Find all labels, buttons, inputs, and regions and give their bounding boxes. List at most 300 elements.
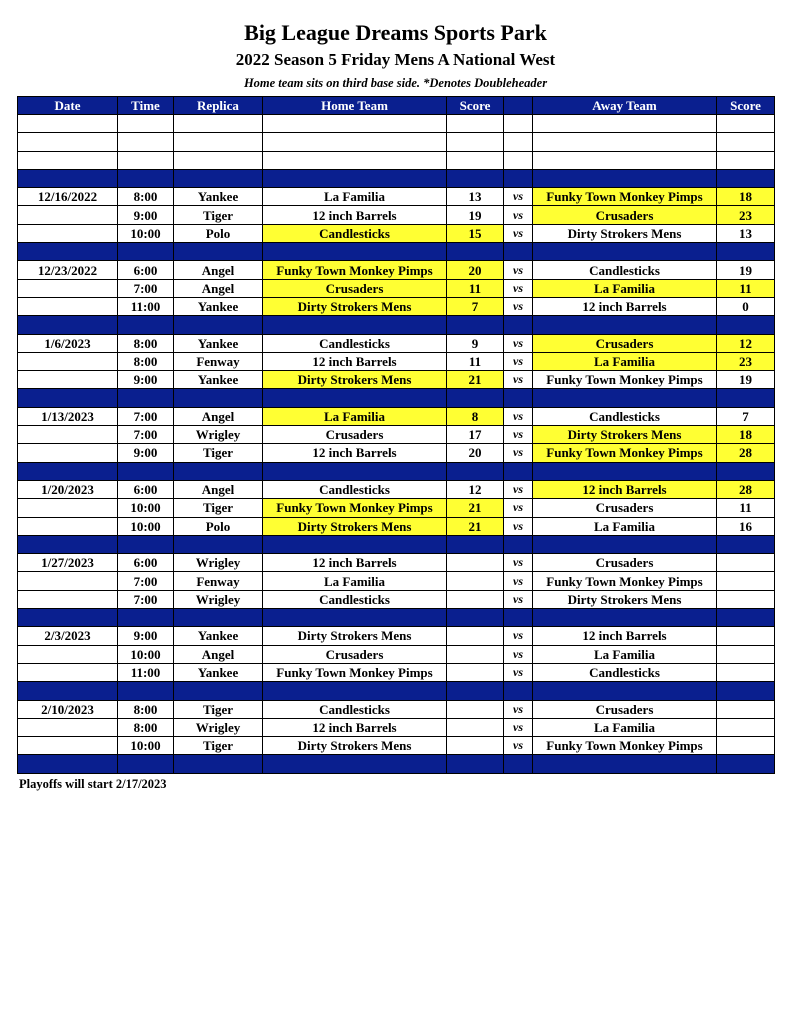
game-date: 1/27/2023 (18, 554, 118, 572)
game-time: 9:00 (118, 444, 174, 462)
game-date (18, 718, 118, 736)
game-date: 2/3/2023 (18, 627, 118, 645)
home-team: 12 inch Barrels (263, 444, 447, 462)
away-score: 18 (717, 426, 775, 444)
separator-cell (18, 609, 118, 627)
away-score (717, 700, 775, 718)
game-row (18, 499, 775, 517)
game-replica: Yankee (174, 334, 263, 352)
game-row (18, 352, 775, 370)
separator-cell (504, 389, 533, 407)
home-score (447, 737, 504, 755)
game-row (18, 718, 775, 736)
game-time: 8:00 (118, 700, 174, 718)
col-header-home-team: Home Team (263, 97, 447, 115)
schedule-table (17, 96, 775, 774)
separator-cell (118, 755, 174, 773)
game-replica: Yankee (174, 663, 263, 681)
game-date: 1/20/2023 (18, 480, 118, 498)
game-date (18, 426, 118, 444)
separator-cell (533, 462, 717, 480)
blank-row (18, 151, 775, 169)
game-time: 11:00 (118, 297, 174, 315)
vs-label: vs (504, 224, 533, 242)
home-score: 21 (447, 371, 504, 389)
home-team: La Familia (263, 572, 447, 590)
separator-cell (118, 316, 174, 334)
week-separator-row (18, 535, 775, 553)
game-replica: Yankee (174, 188, 263, 206)
week-separator-row (18, 609, 775, 627)
separator-cell (263, 535, 447, 553)
away-score: 11 (717, 499, 775, 517)
separator-cell (263, 243, 447, 261)
separator-cell (174, 169, 263, 187)
vs-label: vs (504, 261, 533, 279)
away-team: 12 inch Barrels (533, 480, 717, 498)
game-time: 10:00 (118, 645, 174, 663)
separator-cell (174, 609, 263, 627)
separator-cell (18, 682, 118, 700)
away-team: Funky Town Monkey Pimps (533, 572, 717, 590)
separator-cell (263, 609, 447, 627)
separator-cell (447, 535, 504, 553)
home-score: 15 (447, 224, 504, 242)
blank-row (18, 133, 775, 151)
away-team: Funky Town Monkey Pimps (533, 188, 717, 206)
separator-cell (174, 535, 263, 553)
home-team: Crusaders (263, 645, 447, 663)
game-time: 9:00 (118, 206, 174, 224)
game-date (18, 590, 118, 608)
separator-cell (447, 316, 504, 334)
separator-cell (447, 682, 504, 700)
game-row (18, 663, 775, 681)
game-time: 8:00 (118, 718, 174, 736)
home-score: 20 (447, 261, 504, 279)
separator-cell (717, 535, 775, 553)
home-team: La Familia (263, 188, 447, 206)
separator-cell (263, 755, 447, 773)
home-score: 21 (447, 499, 504, 517)
home-score (447, 554, 504, 572)
game-row (18, 480, 775, 498)
home-team: Candlesticks (263, 334, 447, 352)
away-score: 18 (717, 188, 775, 206)
home-score: 8 (447, 407, 504, 425)
separator-cell (533, 535, 717, 553)
home-team: Candlesticks (263, 590, 447, 608)
separator-cell (18, 755, 118, 773)
separator-cell (263, 682, 447, 700)
separator-cell (18, 243, 118, 261)
separator-cell (174, 389, 263, 407)
game-row (18, 572, 775, 590)
away-team: Crusaders (533, 700, 717, 718)
game-replica: Wrigley (174, 590, 263, 608)
away-team: La Familia (533, 279, 717, 297)
vs-label: vs (504, 480, 533, 498)
away-team: La Familia (533, 352, 717, 370)
game-replica: Wrigley (174, 554, 263, 572)
home-score: 21 (447, 517, 504, 535)
separator-cell (174, 462, 263, 480)
game-time: 10:00 (118, 224, 174, 242)
game-replica: Wrigley (174, 426, 263, 444)
away-team: Crusaders (533, 334, 717, 352)
separator-cell (504, 243, 533, 261)
game-time: 8:00 (118, 352, 174, 370)
home-score: 17 (447, 426, 504, 444)
separator-cell (533, 755, 717, 773)
separator-cell (717, 682, 775, 700)
game-row (18, 407, 775, 425)
away-score: 16 (717, 517, 775, 535)
away-score (717, 718, 775, 736)
away-team: La Familia (533, 718, 717, 736)
away-score (717, 554, 775, 572)
game-replica: Angel (174, 261, 263, 279)
game-time: 7:00 (118, 572, 174, 590)
separator-cell (263, 462, 447, 480)
vs-label: vs (504, 590, 533, 608)
week-separator-row (18, 316, 775, 334)
away-score: 7 (717, 407, 775, 425)
separator-cell (118, 389, 174, 407)
game-row (18, 517, 775, 535)
away-score (717, 627, 775, 645)
week-separator-row (18, 682, 775, 700)
separator-cell (533, 316, 717, 334)
game-time: 10:00 (118, 737, 174, 755)
separator-cell (504, 316, 533, 334)
game-row (18, 700, 775, 718)
away-score: 19 (717, 371, 775, 389)
separator-cell (717, 609, 775, 627)
home-team: La Familia (263, 407, 447, 425)
separator-cell (717, 169, 775, 187)
separator-cell (447, 462, 504, 480)
vs-label: vs (504, 737, 533, 755)
vs-label: vs (504, 188, 533, 206)
separator-cell (717, 389, 775, 407)
away-score: 28 (717, 444, 775, 462)
separator-cell (717, 462, 775, 480)
game-date (18, 737, 118, 755)
game-date: 1/13/2023 (18, 407, 118, 425)
home-score (447, 700, 504, 718)
game-row (18, 444, 775, 462)
game-time: 10:00 (118, 517, 174, 535)
page-subtitle: 2022 Season 5 Friday Mens A National West (235, 50, 556, 69)
home-score: 13 (447, 188, 504, 206)
separator-cell (118, 462, 174, 480)
vs-label: vs (504, 206, 533, 224)
away-score: 12 (717, 334, 775, 352)
separator-cell (18, 462, 118, 480)
week-separator-row (18, 389, 775, 407)
game-replica: Tiger (174, 206, 263, 224)
game-time: 9:00 (118, 627, 174, 645)
separator-cell (18, 316, 118, 334)
game-row (18, 371, 775, 389)
home-team: 12 inch Barrels (263, 718, 447, 736)
game-row (18, 627, 775, 645)
game-row (18, 426, 775, 444)
separator-cell (533, 609, 717, 627)
separator-cell (174, 316, 263, 334)
home-team: Candlesticks (263, 224, 447, 242)
game-replica: Polo (174, 224, 263, 242)
separator-cell (118, 682, 174, 700)
col-header-away-score: Score (717, 97, 775, 115)
col-header-date: Date (18, 97, 118, 115)
game-time: 7:00 (118, 279, 174, 297)
game-date (18, 206, 118, 224)
blank-row (18, 115, 775, 133)
home-team: Dirty Strokers Mens (263, 517, 447, 535)
game-date (18, 517, 118, 535)
vs-label: vs (504, 517, 533, 535)
game-row (18, 737, 775, 755)
vs-label: vs (504, 627, 533, 645)
game-replica: Fenway (174, 572, 263, 590)
away-team: Funky Town Monkey Pimps (533, 737, 717, 755)
game-time: 10:00 (118, 499, 174, 517)
separator-cell (717, 316, 775, 334)
away-team: La Familia (533, 517, 717, 535)
home-score (447, 627, 504, 645)
week-separator-row (18, 462, 775, 480)
vs-label: vs (504, 297, 533, 315)
col-header-vs (504, 97, 533, 115)
game-date (18, 279, 118, 297)
home-team: 12 inch Barrels (263, 352, 447, 370)
game-time: 6:00 (118, 554, 174, 572)
game-date (18, 371, 118, 389)
home-team: Dirty Strokers Mens (263, 737, 447, 755)
home-score: 11 (447, 279, 504, 297)
away-team: Funky Town Monkey Pimps (533, 371, 717, 389)
separator-cell (504, 462, 533, 480)
game-row (18, 206, 775, 224)
away-score: 28 (717, 480, 775, 498)
game-time: 8:00 (118, 188, 174, 206)
vs-label: vs (504, 554, 533, 572)
away-team: 12 inch Barrels (533, 297, 717, 315)
game-row (18, 297, 775, 315)
vs-label: vs (504, 426, 533, 444)
home-score (447, 718, 504, 736)
away-team: Dirty Strokers Mens (533, 426, 717, 444)
game-replica: Fenway (174, 352, 263, 370)
away-team: 12 inch Barrels (533, 627, 717, 645)
home-team: Dirty Strokers Mens (263, 297, 447, 315)
vs-label: vs (504, 663, 533, 681)
game-row (18, 334, 775, 352)
game-date (18, 224, 118, 242)
away-score: 0 (717, 297, 775, 315)
separator-cell (504, 682, 533, 700)
home-score: 20 (447, 444, 504, 462)
header-row (18, 97, 775, 115)
home-score (447, 590, 504, 608)
game-replica: Polo (174, 517, 263, 535)
game-time: 9:00 (118, 371, 174, 389)
away-score (717, 572, 775, 590)
separator-cell (447, 609, 504, 627)
separator-cell (504, 609, 533, 627)
separator-cell (174, 755, 263, 773)
away-score: 11 (717, 279, 775, 297)
separator-cell (263, 316, 447, 334)
vs-label: vs (504, 572, 533, 590)
vs-label: vs (504, 444, 533, 462)
page-title: Big League Dreams Sports Park (244, 20, 547, 45)
separator-cell (263, 389, 447, 407)
separator-cell (533, 243, 717, 261)
separator-cell (118, 169, 174, 187)
home-team: Funky Town Monkey Pimps (263, 663, 447, 681)
separator-cell (533, 389, 717, 407)
game-time: 6:00 (118, 261, 174, 279)
vs-label: vs (504, 279, 533, 297)
game-time: 11:00 (118, 663, 174, 681)
week-separator-row (18, 243, 775, 261)
game-date: 12/23/2022 (18, 261, 118, 279)
game-replica: Yankee (174, 627, 263, 645)
away-team: La Familia (533, 645, 717, 663)
home-team: Crusaders (263, 426, 447, 444)
away-team: Crusaders (533, 499, 717, 517)
col-header-replica: Replica (174, 97, 263, 115)
playoffs-note: Playoffs will start 2/17/2023 (19, 777, 167, 791)
separator-cell (118, 243, 174, 261)
separator-cell (504, 755, 533, 773)
game-row (18, 279, 775, 297)
separator-cell (18, 389, 118, 407)
separator-cell (533, 169, 717, 187)
home-team: 12 inch Barrels (263, 206, 447, 224)
game-replica: Yankee (174, 371, 263, 389)
game-replica: Tiger (174, 700, 263, 718)
col-header-home-score: Score (447, 97, 504, 115)
vs-label: vs (504, 700, 533, 718)
separator-cell (18, 535, 118, 553)
game-date (18, 499, 118, 517)
vs-label: vs (504, 645, 533, 663)
home-score (447, 572, 504, 590)
separator-cell (447, 169, 504, 187)
separator-cell (533, 682, 717, 700)
game-replica: Wrigley (174, 718, 263, 736)
game-row (18, 224, 775, 242)
home-team: Dirty Strokers Mens (263, 371, 447, 389)
separator-cell (504, 169, 533, 187)
separator-cell (174, 243, 263, 261)
away-team: Candlesticks (533, 663, 717, 681)
game-row (18, 590, 775, 608)
vs-label: vs (504, 334, 533, 352)
game-replica: Tiger (174, 737, 263, 755)
separator-cell (447, 755, 504, 773)
vs-label: vs (504, 352, 533, 370)
home-score (447, 645, 504, 663)
home-score (447, 663, 504, 681)
away-score (717, 737, 775, 755)
col-header-away-team: Away Team (533, 97, 717, 115)
game-row (18, 554, 775, 572)
game-date (18, 352, 118, 370)
away-score (717, 663, 775, 681)
vs-label: vs (504, 499, 533, 517)
game-date: 12/16/2022 (18, 188, 118, 206)
away-team: Candlesticks (533, 261, 717, 279)
game-replica: Angel (174, 279, 263, 297)
game-date: 2/10/2023 (18, 700, 118, 718)
game-time: 6:00 (118, 480, 174, 498)
week-separator-row (18, 755, 775, 773)
separator-cell (447, 389, 504, 407)
home-score: 7 (447, 297, 504, 315)
game-replica: Yankee (174, 297, 263, 315)
game-time: 8:00 (118, 334, 174, 352)
separator-cell (717, 243, 775, 261)
away-team: Crusaders (533, 554, 717, 572)
game-date: 1/6/2023 (18, 334, 118, 352)
week-separator-row (18, 169, 775, 187)
schedule-body (18, 115, 775, 774)
separator-cell (263, 169, 447, 187)
away-score: 23 (717, 352, 775, 370)
game-date (18, 444, 118, 462)
separator-cell (118, 535, 174, 553)
game-date (18, 663, 118, 681)
separator-cell (174, 682, 263, 700)
col-header-time: Time (118, 97, 174, 115)
game-time: 7:00 (118, 407, 174, 425)
separator-cell (18, 169, 118, 187)
separator-cell (447, 243, 504, 261)
home-team: Candlesticks (263, 700, 447, 718)
game-date (18, 645, 118, 663)
game-replica: Tiger (174, 444, 263, 462)
separator-cell (717, 755, 775, 773)
game-date (18, 572, 118, 590)
game-row (18, 645, 775, 663)
game-date (18, 297, 118, 315)
away-team: Dirty Strokers Mens (533, 224, 717, 242)
home-team: Crusaders (263, 279, 447, 297)
game-replica: Angel (174, 407, 263, 425)
away-team: Funky Town Monkey Pimps (533, 444, 717, 462)
game-row (18, 261, 775, 279)
vs-label: vs (504, 407, 533, 425)
home-team: Funky Town Monkey Pimps (263, 499, 447, 517)
home-team: Candlesticks (263, 480, 447, 498)
game-row (18, 188, 775, 206)
vs-label: vs (504, 718, 533, 736)
separator-cell (504, 535, 533, 553)
home-score: 12 (447, 480, 504, 498)
home-team: Funky Town Monkey Pimps (263, 261, 447, 279)
game-time: 7:00 (118, 426, 174, 444)
away-team: Candlesticks (533, 407, 717, 425)
away-score: 19 (717, 261, 775, 279)
vs-label: vs (504, 371, 533, 389)
separator-cell (118, 609, 174, 627)
header-note: Home team sits on third base side. *Denotes Doubleheader (243, 76, 548, 90)
